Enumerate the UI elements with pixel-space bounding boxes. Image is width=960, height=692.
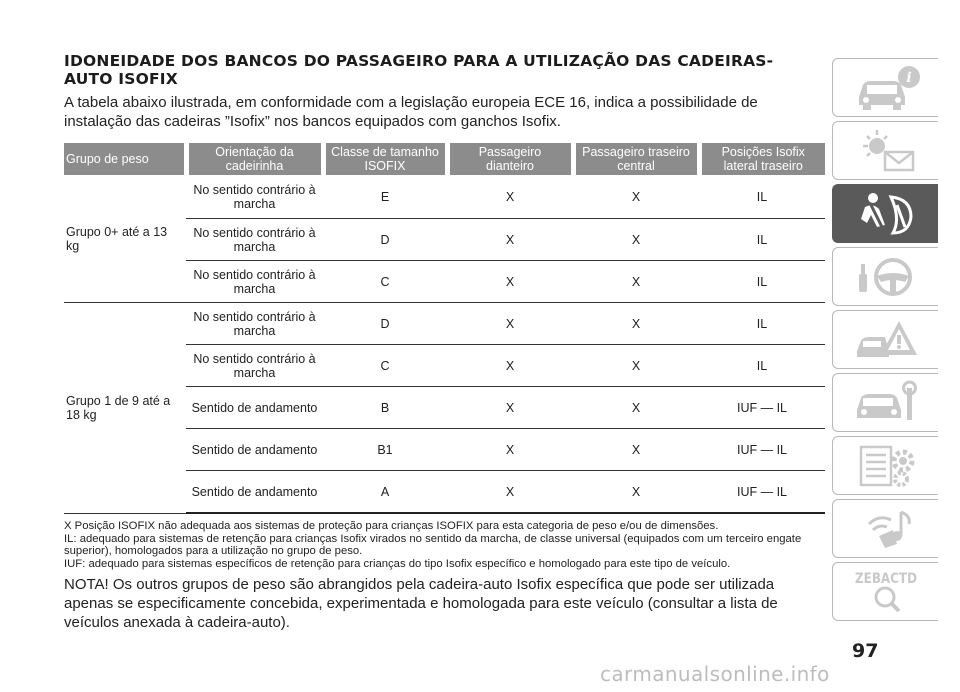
header-rear-center: Passageiro traseiro central: [573, 143, 699, 175]
cell-rear-center: X: [573, 261, 699, 303]
cell-rear-side: IUF — IL: [699, 429, 825, 471]
note-iuf: IUF: adequado para sistemas específicos de retenção para crianças do tipo Isofix específico e homologado para este tipo de veículo.: [64, 557, 731, 570]
header-front-passenger: Passageiro dianteiro: [447, 143, 573, 175]
cell-rear-center: X: [573, 345, 699, 387]
car-maintenance-wrench-icon: [849, 378, 923, 428]
header-group: Grupo de peso: [64, 143, 186, 175]
cell-orientation: Sentido de andamento: [186, 471, 323, 514]
table-header-row: [64, 143, 825, 175]
tab-car-info[interactable]: [832, 58, 938, 117]
car-info-icon: [849, 63, 923, 113]
cell-front: X: [447, 175, 573, 219]
tab-specifications[interactable]: [832, 436, 938, 495]
note-il: IL: adequado para sistemas de retenção para crianças Isofix virados no sentido da marcha, de classe universal (equipados com um terceiro engate superior), homologados para a utilização no grupo de peso.: [64, 532, 802, 558]
header-rear-side: Posições Isofix lateral traseiro: [699, 143, 825, 175]
cell-size-class: C: [323, 261, 447, 303]
warning-lights-envelope-icon: [849, 126, 923, 176]
alphabetical-index-icon: [849, 567, 923, 617]
table-row: [64, 175, 825, 219]
cell-orientation: Sentido de andamento: [186, 429, 323, 471]
cell-rear-side: IL: [699, 261, 825, 303]
cell-front: X: [447, 261, 573, 303]
cell-size-class: B1: [323, 429, 447, 471]
cell-orientation: No sentido contrário à marcha: [186, 175, 323, 219]
specifications-gear-icon: [849, 441, 923, 491]
cell-front: X: [447, 387, 573, 429]
page-number: 97: [852, 640, 879, 662]
key-steering-wheel-icon: [849, 252, 923, 302]
header-orientation: Orientação da cadeirinha: [186, 143, 323, 175]
cell-front: X: [447, 303, 573, 345]
tab-multimedia[interactable]: [832, 499, 938, 558]
cell-front: X: [447, 471, 573, 514]
multimedia-icon: [849, 504, 923, 554]
cell-rear-center: X: [573, 387, 699, 429]
nota-paragraph: NOTA! Os outros grupos de peso são abrangidos pela cadeira-auto Isofix específica que pode ser utilizada apenas se especificamente concebida, experimentada e homologada para este veículo (consultar a lista de veículos anexada à cadeira-auto).: [64, 576, 778, 631]
cell-size-class: D: [323, 303, 447, 345]
cell-rear-side: IL: [699, 345, 825, 387]
group-1-body: [64, 303, 825, 514]
svg-text:i: i: [905, 69, 912, 86]
cell-size-class: D: [323, 219, 447, 261]
cell-size-class: E: [323, 175, 447, 219]
note-x: X Posição ISOFIX não adequada aos sistemas de proteção para crianças ISOFIX para esta categoria de peso e/ou de dimensões.: [64, 520, 719, 532]
tab-warning-lights[interactable]: [832, 121, 938, 180]
chapter-sidebar: [832, 58, 938, 625]
index-letter: ZEBACTD: [854, 570, 917, 587]
cell-front: X: [447, 345, 573, 387]
table-row: [64, 303, 825, 345]
cell-orientation: No sentido contrário à marcha: [186, 219, 323, 261]
group-0-body: [64, 175, 825, 303]
cell-rear-center: X: [573, 471, 699, 514]
intro-paragraph: A tabela abaixo ilustrada, em conformidade com a legislação europeia ECE 16, indica a possibilidade de instalação das cadeiras ”Isofix” nos bancos equipados com ganchos Isofix.: [64, 94, 758, 130]
tab-maintenance[interactable]: [832, 373, 938, 432]
page-title: IDONEIDADE DOS BANCOS DO PASSAGEIRO PARA A UTILIZAÇÃO DAS CADEIRAS-AUTO ISOFIX: [64, 52, 774, 88]
cell-orientation: No sentido contrário à marcha: [186, 261, 323, 303]
isofix-suitability-table: [64, 143, 825, 514]
table-notes: [64, 520, 828, 570]
airbag-seatbelt-icon: [849, 189, 923, 239]
group-name: Grupo 0+ até a 13 kg: [64, 175, 186, 303]
header-size-class: Classe de tamanho ISOFIX: [323, 143, 447, 175]
watermark: carmanualsonline.info: [600, 662, 830, 686]
cell-rear-side: IL: [699, 303, 825, 345]
cell-rear-center: X: [573, 429, 699, 471]
cell-rear-side: IL: [699, 175, 825, 219]
cell-orientation: No sentido contrário à marcha: [186, 303, 323, 345]
cell-rear-side: IUF — IL: [699, 471, 825, 514]
cell-rear-side: IL: [699, 219, 825, 261]
cell-orientation: No sentido contrário à marcha: [186, 345, 323, 387]
cell-size-class: C: [323, 345, 447, 387]
cell-rear-center: X: [573, 175, 699, 219]
cell-front: X: [447, 429, 573, 471]
cell-rear-center: X: [573, 219, 699, 261]
tab-safety[interactable]: [832, 184, 938, 243]
tab-starting-driving[interactable]: [832, 247, 938, 306]
tab-emergency[interactable]: [832, 310, 938, 369]
cell-rear-center: X: [573, 303, 699, 345]
cell-size-class: A: [323, 471, 447, 514]
breakdown-warning-icon: [849, 315, 923, 365]
cell-size-class: B: [323, 387, 447, 429]
cell-orientation: Sentido de andamento: [186, 387, 323, 429]
cell-rear-side: IUF — IL: [699, 387, 825, 429]
cell-front: X: [447, 219, 573, 261]
tab-index[interactable]: [832, 562, 938, 621]
group-name: Grupo 1 de 9 até a 18 kg: [64, 303, 186, 514]
